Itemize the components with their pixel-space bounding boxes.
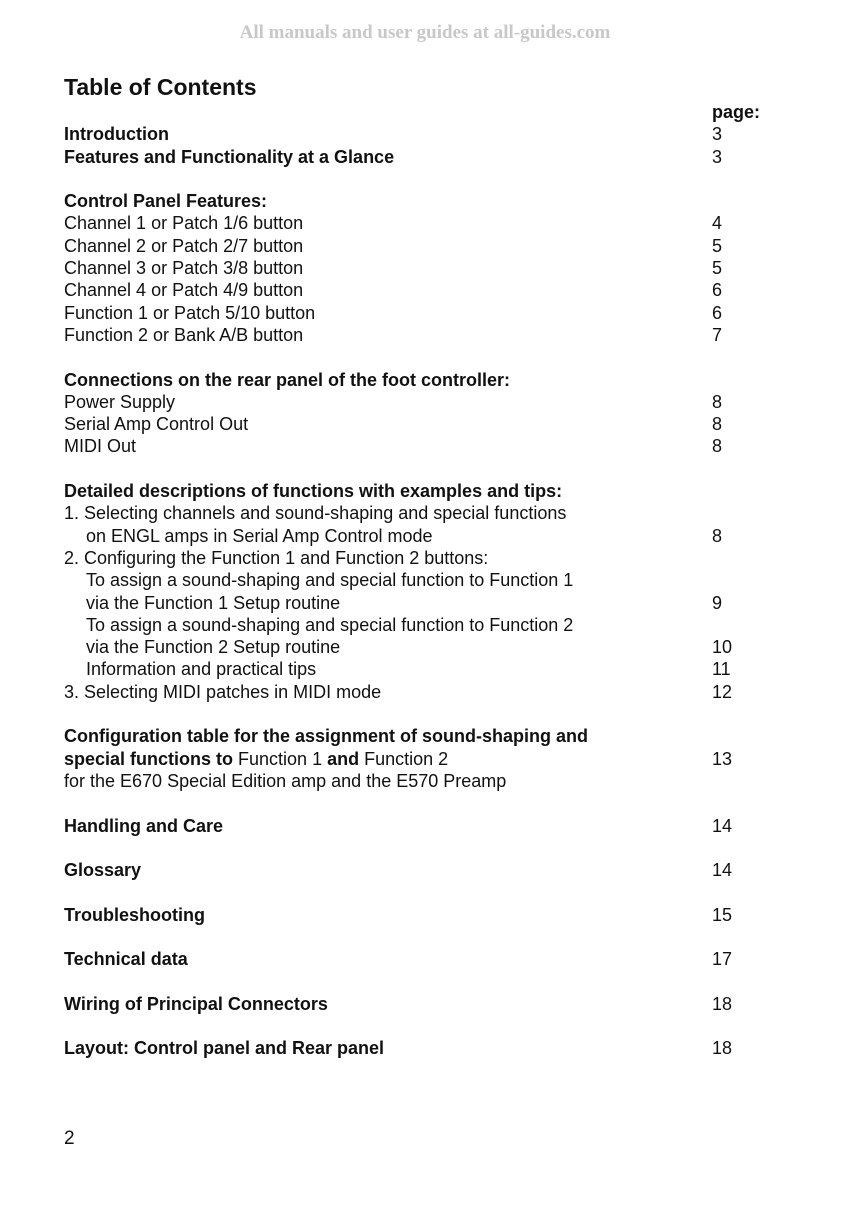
toc-entry-label: Glossary [64, 860, 142, 881]
toc-entry[interactable] [64, 413, 784, 435]
toc-entry[interactable] [64, 525, 784, 547]
toc-entry-label: for the E670 Special Edition amp and the E570 Preamp [64, 770, 507, 791]
toc-entry-label: Channel 2 or Patch 2/7 button [64, 235, 304, 256]
section-heading-connections [64, 369, 784, 391]
toc-entry[interactable] [64, 502, 784, 524]
config-text-b: Function 1 [233, 748, 328, 769]
toc-entry-label: 1. Selecting channels and sound-shaping and special functions [64, 503, 567, 524]
toc-entry-page: 3 [712, 146, 723, 167]
toc-entry[interactable] [64, 636, 784, 658]
section-heading-control-panel [64, 190, 784, 212]
toc-entry-page: 8 [712, 436, 723, 457]
section-heading-detailed [64, 480, 784, 502]
section-heading-label: Control Panel Features: [64, 191, 268, 212]
toc-entry-label [64, 748, 448, 770]
toc-entry-label: To assign a sound-shaping and special function to Function 2 [86, 614, 574, 635]
toc-entry-subline [64, 770, 784, 792]
toc-entry[interactable] [64, 569, 784, 591]
toc-entry[interactable] [64, 257, 784, 279]
toc-entry-page: 6 [712, 302, 723, 323]
toc-entry-label: Technical data [64, 949, 188, 970]
toc-entry[interactable] [64, 146, 784, 168]
toc-entry[interactable] [64, 391, 784, 413]
toc-entry-page: 10 [712, 637, 733, 658]
toc-entry-page: 8 [712, 414, 723, 435]
table-of-contents [64, 101, 784, 1060]
toc-entry[interactable] [64, 748, 784, 770]
watermark: All manuals and user guides at all-guides.com [239, 22, 611, 43]
toc-entry[interactable] [64, 592, 784, 614]
toc-entry[interactable] [64, 235, 784, 257]
page-number: 2 [64, 1128, 75, 1149]
toc-entry-label: Information and practical tips [86, 659, 317, 680]
page-title: Table of Contents [64, 74, 257, 100]
toc-entry[interactable] [64, 547, 784, 569]
toc-entry[interactable] [64, 1037, 784, 1059]
toc-entry-label: MIDI Out [64, 436, 137, 457]
toc-entry-page: 8 [712, 391, 723, 412]
toc-entry-page: 15 [712, 904, 733, 925]
toc-entry[interactable] [64, 435, 784, 457]
toc-entry-page: 17 [712, 949, 733, 970]
toc-entry-label: Handling and Care [64, 815, 224, 836]
toc-entry[interactable] [64, 212, 784, 234]
toc-entry[interactable] [64, 302, 784, 324]
toc-entry-label: Function 1 or Patch 5/10 button [64, 302, 316, 323]
page-column-header [64, 101, 784, 123]
toc-entry-label: Troubleshooting [64, 904, 205, 925]
toc-entry[interactable] [64, 614, 784, 636]
toc-entry-label: via the Function 2 Setup routine [86, 637, 341, 658]
toc-entry-page: 3 [712, 124, 723, 145]
toc-entry-page: 13 [712, 748, 733, 769]
toc-entry-label: To assign a sound-shaping and special function to Function 1 [86, 570, 574, 591]
toc-entry-label: Channel 4 or Patch 4/9 button [64, 280, 304, 301]
toc-entry-label: Layout: Control panel and Rear panel [64, 1038, 385, 1059]
toc-entry-label: Function 2 or Bank A/B button [64, 324, 304, 345]
toc-entry[interactable] [64, 658, 784, 680]
toc-entry-label: via the Function 1 Setup routine [86, 592, 341, 613]
toc-entry-page: 9 [712, 592, 723, 613]
toc-entry[interactable] [64, 815, 784, 837]
toc-entry[interactable] [64, 681, 784, 703]
toc-entry-label: 2. Configuring the Function 1 and Function 2 buttons: [64, 547, 489, 568]
section-heading-label: Detailed descriptions of functions with examples and tips: [64, 481, 563, 502]
toc-entry[interactable] [64, 324, 784, 346]
section-heading-config-table [64, 725, 784, 747]
config-text-a: special functions to [64, 748, 234, 769]
toc-entry-page: 11 [712, 659, 731, 680]
toc-entry-label: Serial Amp Control Out [64, 414, 249, 435]
section-heading-label: Connections on the rear panel of the foot controller: [64, 369, 511, 390]
config-text-d: Function 2 [359, 748, 449, 769]
toc-entry-page: 5 [712, 235, 723, 256]
toc-entry[interactable] [64, 904, 784, 926]
section-heading-label: Configuration table for the assignment of sound-shaping and [64, 726, 588, 747]
toc-entry[interactable] [64, 123, 784, 145]
toc-entry[interactable] [64, 993, 784, 1015]
toc-entry[interactable] [64, 948, 784, 970]
toc-entry-page: 12 [712, 681, 733, 702]
toc-entry-page: 14 [712, 815, 733, 836]
toc-entry-label: Features and Functionality at a Glance [64, 146, 395, 167]
toc-entry-page: 8 [712, 525, 723, 546]
toc-entry-label: on ENGL amps in Serial Amp Control mode [86, 525, 433, 546]
config-text-c: and [327, 748, 360, 769]
toc-entry-label: Introduction [64, 124, 169, 145]
page-header-label: page: [712, 102, 761, 122]
toc-entry-label: 3. Selecting MIDI patches in MIDI mode [64, 681, 382, 702]
toc-entry[interactable] [64, 859, 784, 881]
toc-entry-page: 14 [712, 860, 733, 881]
toc-entry-label: Channel 3 or Patch 3/8 button [64, 258, 304, 279]
toc-entry-page: 18 [712, 1038, 733, 1059]
toc-entry-label: Wiring of Principal Connectors [64, 993, 328, 1014]
toc-entry[interactable] [64, 279, 784, 301]
toc-entry-page: 5 [712, 258, 723, 279]
toc-entry-page: 4 [712, 213, 723, 234]
toc-entry-page: 7 [712, 324, 723, 345]
toc-entry-label: Channel 1 or Patch 1/6 button [64, 213, 304, 234]
toc-entry-label: Power Supply [64, 391, 176, 412]
toc-entry-page: 18 [712, 993, 733, 1014]
toc-entry-page: 6 [712, 280, 723, 301]
